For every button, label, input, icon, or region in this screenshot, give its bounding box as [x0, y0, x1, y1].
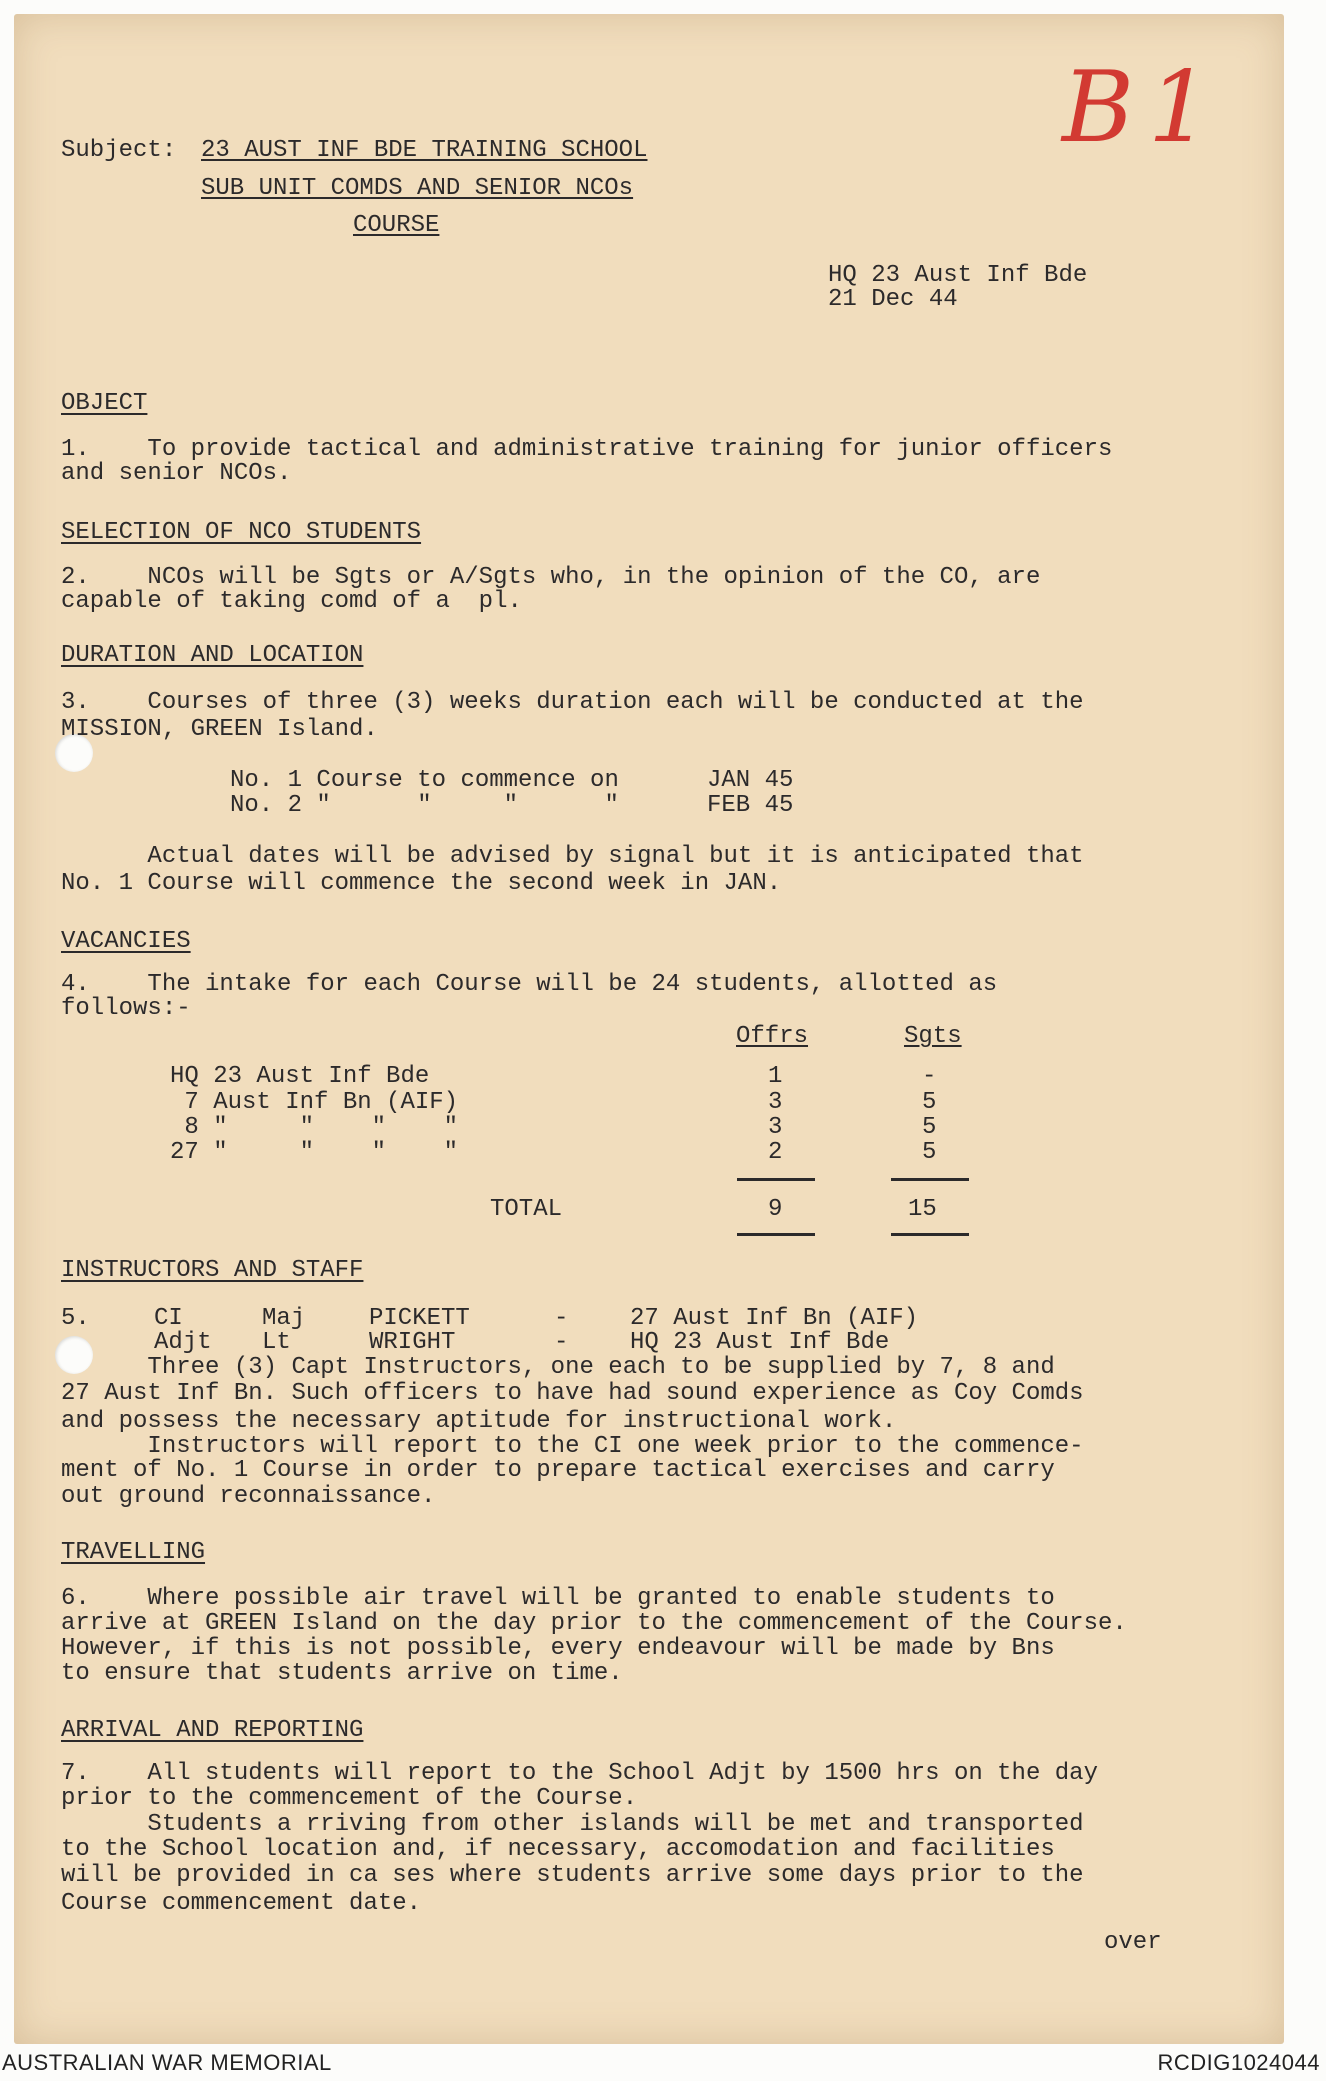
table-row-offrs: 3: [768, 1089, 783, 1116]
table-row-offrs: 3: [768, 1114, 783, 1141]
arrival-line: Students a rriving from other islands will be met and transported: [61, 1811, 1084, 1838]
arrival-line: to the School location and, if necessary, accomodation and facilities: [61, 1836, 1055, 1863]
staff-role: CI: [154, 1305, 183, 1332]
staff-name: WRIGHT: [369, 1329, 456, 1356]
heading-duration: DURATION AND LOCATION: [61, 642, 364, 669]
table-total-sgts: 15: [908, 1196, 937, 1223]
subject-line-2: SUB UNIT COMDS AND SENIOR NCOs: [201, 175, 634, 202]
over-note: over: [1104, 1929, 1162, 1956]
handwritten-mark: B1: [1062, 51, 1225, 165]
course-2-name: No. 2 " " " ": [230, 792, 619, 819]
table-row-sgts: -: [922, 1063, 937, 1090]
table-row-unit: 8 " " " ": [170, 1114, 459, 1141]
staff-dash: -: [554, 1329, 569, 1356]
staff-rank: Maj: [262, 1305, 306, 1332]
staff-rank: Lt: [262, 1329, 291, 1356]
staff-unit: HQ 23 Aust Inf Bde: [630, 1329, 890, 1356]
duration-note-line: No. 1 Course will commence the second week in JAN.: [61, 870, 782, 897]
table-header-sgts: Sgts: [904, 1023, 962, 1050]
arrival-line: will be provided in ca ses where students arrive some days prior to the: [61, 1862, 1084, 1889]
staff-role: Adjt: [154, 1329, 212, 1356]
arrival-line: 7. All students will report to the School Adjt by 1500 hrs on the day: [61, 1760, 1098, 1787]
heading-arrival: ARRIVAL AND REPORTING: [61, 1717, 364, 1744]
heading-selection: SELECTION OF NCO STUDENTS: [61, 519, 422, 546]
table-rule: [737, 1233, 815, 1236]
object-line: and senior NCOs.: [61, 460, 292, 487]
heading-travelling: TRAVELLING: [61, 1539, 206, 1566]
footer-id: RCDIG1024044: [1157, 2050, 1320, 2075]
from-hq: HQ 23 Aust Inf Bde: [828, 262, 1088, 289]
footer-source: AUSTRALIAN WAR MEMORIAL: [2, 2050, 332, 2075]
table-row-unit: HQ 23 Aust Inf Bde: [170, 1063, 430, 1090]
subject-label: Subject:: [61, 137, 177, 164]
heading-object: OBJECT: [61, 390, 148, 417]
object-line: 1. To provide tactical and administrative training for junior officers: [61, 436, 1113, 463]
subject-line-3: COURSE: [353, 212, 440, 239]
vacancies-line: follows:-: [61, 995, 191, 1022]
staff-num: 5.: [61, 1305, 90, 1332]
instructors-line: Three (3) Capt Instructors, one each to be supplied by 7, 8 and: [61, 1354, 1055, 1381]
table-rule: [891, 1178, 969, 1181]
arrival-line: Course commencement date.: [61, 1890, 422, 1917]
heading-instructors: INSTRUCTORS AND STAFF: [61, 1257, 364, 1284]
table-row-sgts: 5: [922, 1089, 937, 1116]
course-1-name: No. 1 Course to commence on: [230, 767, 619, 794]
selection-line: capable of taking comd of a pl.: [61, 588, 522, 615]
table-rule: [891, 1233, 969, 1236]
travelling-line: However, if this is not possible, every endeavour will be made by Bns: [61, 1635, 1055, 1662]
subject-line-1: 23 AUST INF BDE TRAINING SCHOOL: [201, 137, 648, 164]
course-2-date: FEB 45: [707, 792, 794, 819]
selection-line: 2. NCOs will be Sgts or A/Sgts who, in the opinion of the CO, are: [61, 564, 1041, 591]
instructors-line: 27 Aust Inf Bn. Such officers to have had sound experience as Coy Comds: [61, 1380, 1084, 1407]
instructors-line: Instructors will report to the CI one week prior to the commence-: [61, 1433, 1084, 1460]
table-row-offrs: 2: [768, 1139, 783, 1166]
duration-line: MISSION, GREEN Island.: [61, 716, 378, 743]
table-total-label: TOTAL: [490, 1196, 563, 1223]
travelling-line: arrive at GREEN Island on the day prior to the commencement of the Course.: [61, 1610, 1127, 1637]
travelling-line: to ensure that students arrive on time.: [61, 1660, 623, 1687]
staff-name: PICKETT: [369, 1305, 470, 1332]
instructors-line: out ground reconnaissance.: [61, 1483, 436, 1510]
vacancies-line: 4. The intake for each Course will be 24 students, allotted as: [61, 971, 998, 998]
from-date: 21 Dec 44: [828, 286, 958, 313]
table-row-sgts: 5: [922, 1139, 937, 1166]
table-total-offrs: 9: [768, 1196, 783, 1223]
instructors-line: and possess the necessary aptitude for instructional work.: [61, 1408, 897, 1435]
heading-vacancies: VACANCIES: [61, 928, 191, 955]
course-1-date: JAN 45: [707, 767, 794, 794]
duration-note-line: Actual dates will be advised by signal but it is anticipated that: [61, 843, 1084, 870]
table-row-offrs: 1: [768, 1063, 783, 1090]
travelling-line: 6. Where possible air travel will be granted to enable students to: [61, 1585, 1055, 1612]
duration-line: 3. Courses of three (3) weeks duration each will be conducted at the: [61, 689, 1084, 716]
arrival-line: prior to the commencement of the Course.: [61, 1785, 638, 1812]
staff-unit: 27 Aust Inf Bn (AIF): [630, 1305, 919, 1332]
staff-dash: -: [554, 1305, 569, 1332]
table-rule: [737, 1178, 815, 1181]
table-row-unit: 7 Aust Inf Bn (AIF): [170, 1089, 459, 1116]
table-header-offrs: Offrs: [736, 1023, 809, 1050]
table-row-unit: 27 " " " ": [170, 1139, 459, 1166]
table-row-sgts: 5: [922, 1114, 937, 1141]
instructors-line: ment of No. 1 Course in order to prepare tactical exercises and carry: [61, 1457, 1055, 1484]
